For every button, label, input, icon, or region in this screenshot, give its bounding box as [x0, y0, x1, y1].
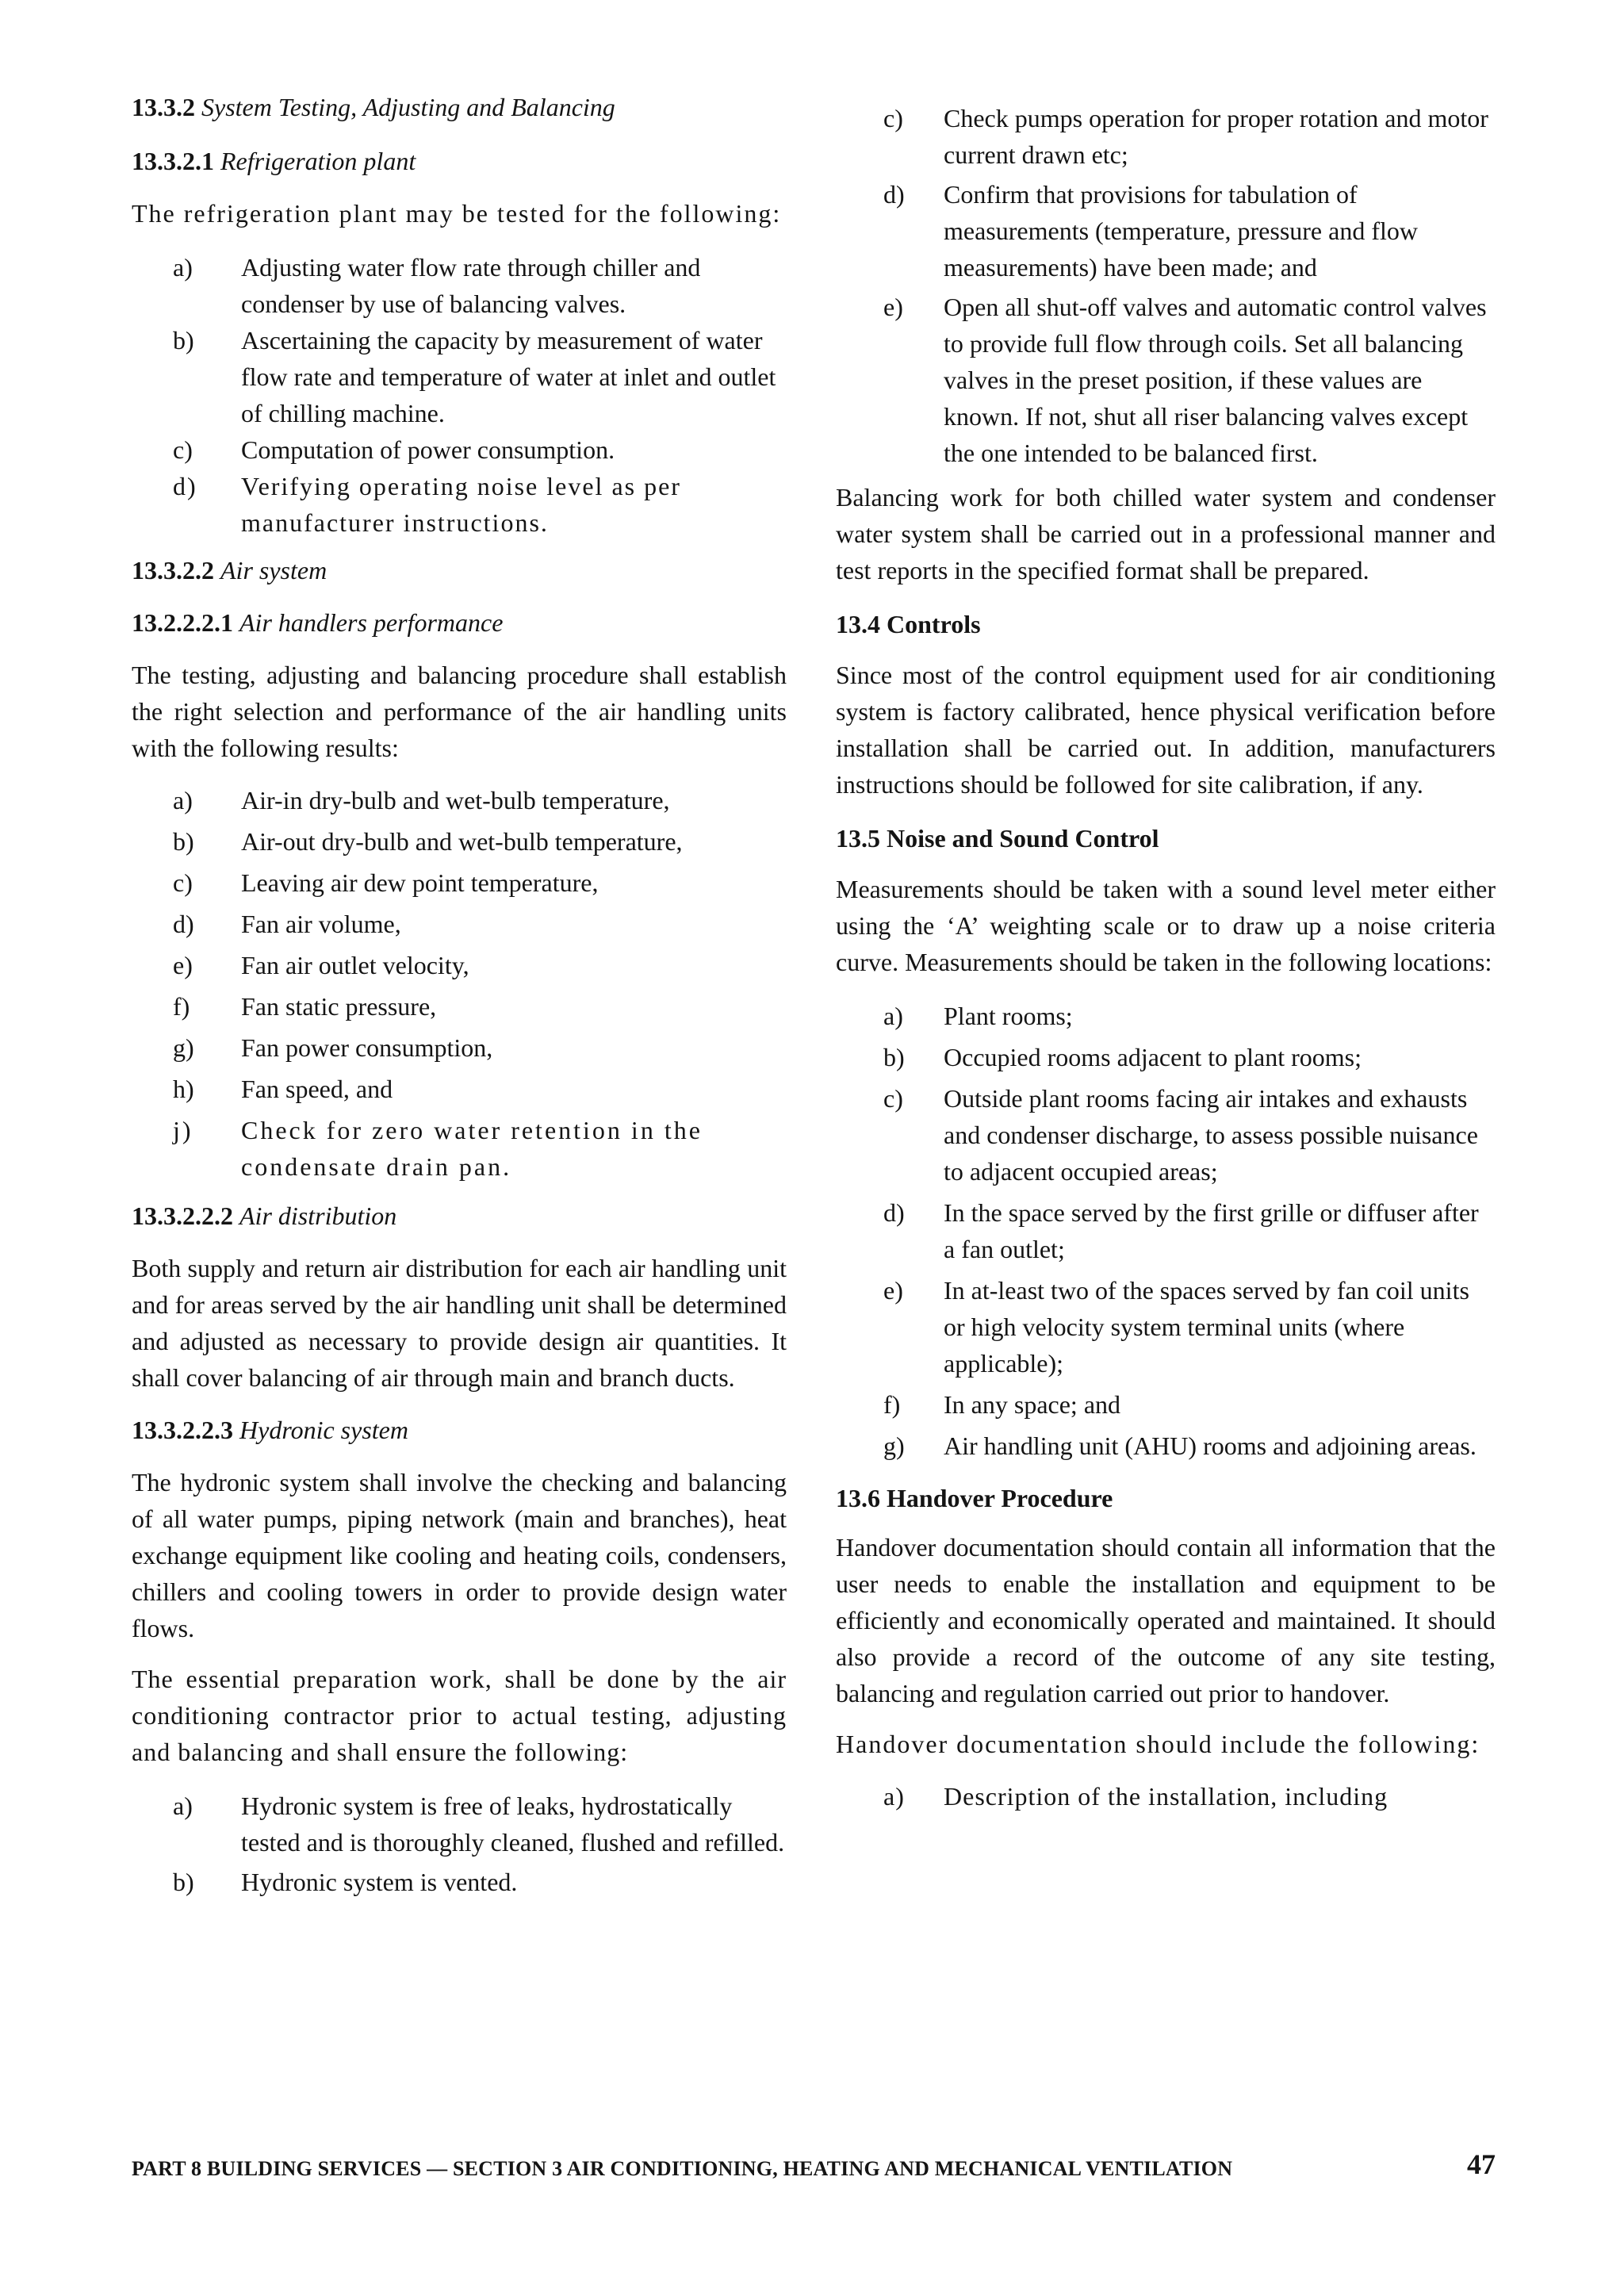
list-text: Fan speed, and — [241, 1075, 393, 1103]
heading-title: Handover Procedure — [887, 1484, 1113, 1512]
list-marker: b) — [883, 1043, 905, 1071]
heading-title: Air handlers performance — [239, 608, 504, 637]
list-text: Check for zero water retention in the condensate drain pan. — [241, 1116, 703, 1181]
list-item — [132, 322, 787, 431]
list-text: Air handling unit (AHU) rooms and adjoining areas. — [944, 1431, 1477, 1460]
list-marker: a) — [173, 786, 193, 814]
paragraph: Since most of the control equipment used for air conditioning system is factory calibrated, hence physical verification before installation shall be carried out. In addition, manufacturers instructions should be followed for site calibration, if any. — [836, 661, 1496, 799]
list-text: Plant rooms; — [944, 1002, 1073, 1030]
list-item — [132, 1864, 787, 1900]
list-text: In any space; and — [944, 1390, 1121, 1419]
heading-title: Controls — [887, 610, 981, 638]
list-item — [132, 947, 787, 983]
list-item — [836, 176, 1496, 286]
list-hydronic-preparation-cont — [836, 100, 1496, 471]
list-text: Air-out dry-bulb and wet-bulb temperature, — [241, 827, 683, 856]
list-item — [836, 1428, 1496, 1464]
list-marker: g) — [883, 1431, 905, 1460]
heading-number: 13.3.2 — [132, 93, 195, 121]
list-item — [132, 864, 787, 901]
left-column — [132, 89, 787, 1900]
list-text: Check pumps operation for proper rotation and motor current drawn etc; — [944, 104, 1488, 169]
list-marker: a) — [173, 253, 193, 282]
list-item — [836, 1080, 1496, 1190]
list-measurement-locations — [836, 998, 1496, 1464]
list-marker: g) — [173, 1033, 194, 1062]
list-marker: d) — [173, 910, 194, 938]
list-marker: f) — [883, 1390, 901, 1419]
list-item — [132, 1029, 787, 1066]
paragraph: The testing, adjusting and balancing procedure shall establish the right selection and performance of the air handling units with the following results: — [132, 661, 787, 762]
list-hydronic-preparation — [132, 1788, 787, 1900]
heading-title: System Testing, Adjusting and Balancing — [201, 93, 615, 121]
list-text: Occupied rooms adjacent to plant rooms; — [944, 1043, 1362, 1071]
list-marker: e) — [883, 1276, 903, 1305]
heading-title: Air system — [220, 556, 327, 584]
section-heading — [836, 1480, 1496, 1516]
list-text: Computation of power consumption. — [241, 435, 615, 464]
list-item — [836, 289, 1496, 471]
list-item — [836, 100, 1496, 173]
list-text: Fan static pressure, — [241, 992, 437, 1021]
list-item — [132, 988, 787, 1025]
list-item — [132, 1071, 787, 1107]
list-text: Adjusting water flow rate through chiller and condenser by use of balancing valves. — [241, 253, 701, 318]
list-marker: a) — [173, 1792, 193, 1820]
list-text: Verifying operating noise level as per manufacturer instructions. — [241, 472, 681, 537]
list-marker: c) — [173, 435, 193, 464]
list-item — [132, 1112, 787, 1185]
list-marker: d) — [883, 180, 905, 209]
list-marker: c) — [883, 1084, 903, 1113]
heading-number: 13.4 — [836, 610, 880, 638]
list-text: Fan air volume, — [241, 910, 401, 938]
list-text: In the space served by the first grille or diffuser after a fan outlet; — [944, 1198, 1479, 1263]
paragraph: Handover documentation should include the following: — [836, 1730, 1480, 1758]
page-number: 47 — [1467, 2148, 1496, 2180]
heading-title: Refrigeration plant — [220, 147, 416, 175]
list-item — [132, 249, 787, 322]
list-marker: b) — [173, 1868, 194, 1896]
list-item — [836, 1039, 1496, 1075]
list-marker: b) — [173, 827, 194, 856]
list-marker: d) — [883, 1198, 905, 1227]
list-marker: d) — [173, 472, 197, 500]
list-marker: h) — [173, 1075, 194, 1103]
paragraph: The essential preparation work, shall be done by the air conditioning contractor prior to actual testing, adjusting and balancing and shall ensure the following: — [132, 1665, 787, 1766]
list-marker: a) — [883, 1002, 903, 1030]
list-text: Hydronic system is vented. — [241, 1868, 518, 1896]
section-heading — [132, 604, 787, 641]
heading-number: 13.3.2.1 — [132, 147, 214, 175]
list-refrigeration — [132, 249, 787, 541]
list-item — [836, 1778, 1496, 1815]
list-air-handler-results — [132, 782, 787, 1185]
list-text: Outside plant rooms facing air intakes and exhausts and condenser discharge, to assess possible nuisance to adjacent occupied areas; — [944, 1084, 1478, 1186]
heading-number: 13.3.2.2 — [132, 556, 214, 584]
list-item — [132, 431, 787, 468]
list-item — [132, 468, 787, 541]
list-item — [132, 906, 787, 942]
heading-title: Air distribution — [239, 1201, 397, 1230]
paragraph: Measurements should be taken with a sound level meter either using the ‘A’ weighting scale or to draw up a noise criteria curve. Measurements should be taken in the following locations: — [836, 875, 1496, 976]
list-item — [836, 998, 1496, 1034]
list-handover-contents — [836, 1778, 1496, 1815]
heading-number: 13.2.2.2.1 — [132, 608, 233, 637]
heading-title: Noise and Sound Control — [887, 824, 1159, 853]
list-text: Fan air outlet velocity, — [241, 951, 469, 979]
section-heading — [132, 143, 787, 179]
list-text: Fan power consumption, — [241, 1033, 493, 1062]
paragraph: Both supply and return air distribution for each air handling unit and for areas served by the air handling unit shall be determined and adjusted as necessary to provide design air quantities. It shall cover balancing of air through main and branch ducts. — [132, 1254, 787, 1392]
list-item — [132, 823, 787, 860]
list-text: Open all shut-off valves and automatic control valves to provide full flow through coils. Set all balancing valves in the preset position, if these values are known. If not, shut all riser balancing valves except the one intended to be balanced first. — [944, 293, 1487, 467]
list-marker: a) — [883, 1782, 905, 1811]
list-marker: f) — [173, 992, 190, 1021]
list-item — [836, 1272, 1496, 1382]
list-item — [836, 1194, 1496, 1267]
section-heading — [836, 606, 1496, 642]
section-heading — [132, 1198, 787, 1234]
list-text: Air-in dry-bulb and wet-bulb temperature, — [241, 786, 670, 814]
list-marker: c) — [173, 868, 193, 897]
list-item — [836, 1386, 1496, 1423]
running-head: PART 8 BUILDING SERVICES — SECTION 3 AIR CONDITIONING, HEATING AND MECHANICAL VENTILATION — [132, 2157, 1233, 2180]
section-heading — [132, 1412, 787, 1448]
paragraph: Handover documentation should contain all information that the user needs to enable the installation and equipment to be efficiently and economically operated and maintained. It should also provide a record of the outcome of any site testing, balancing and regulation carried out prior to handover. — [836, 1533, 1496, 1707]
paragraph: The hydronic system shall involve the checking and balancing of all water pumps, piping network (main and branches), heat exchange equipment like cooling and heating coils, condensers, chillers and cooling towers in order to provide design water flows. — [132, 1468, 787, 1642]
right-column — [836, 100, 1496, 1815]
section-heading — [132, 552, 787, 588]
list-item — [132, 782, 787, 818]
list-marker: b) — [173, 326, 194, 354]
list-item — [132, 1788, 787, 1861]
paragraph: Balancing work for both chilled water system and condenser water system shall be carried out in a professional manner and test reports in the specified format shall be prepared. — [836, 483, 1496, 584]
paragraph: The refrigeration plant may be tested for the following: — [132, 199, 782, 228]
list-marker: e) — [173, 951, 193, 979]
list-text: Description of the installation, including — [944, 1782, 1388, 1811]
list-text: In at-least two of the spaces served by fan coil units or high velocity system terminal units (where applicable); — [944, 1276, 1469, 1378]
list-text: Hydronic system is free of leaks, hydrostatically tested and is thoroughly cleaned, flushed and refilled. — [241, 1792, 785, 1857]
heading-number: 13.3.2.2.2 — [132, 1201, 233, 1230]
heading-title: Hydronic system — [239, 1416, 408, 1444]
section-heading — [132, 89, 787, 125]
list-marker: j) — [173, 1116, 193, 1144]
list-text: Confirm that provisions for tabulation of measurements (temperature, pressure and flow measurements) have been made; and — [944, 180, 1418, 282]
list-text: Ascertaining the capacity by measurement of water flow rate and temperature of water at inlet and outlet of chilling machine. — [241, 326, 776, 427]
section-heading — [836, 820, 1496, 856]
list-text: Leaving air dew point temperature, — [241, 868, 599, 897]
list-marker: e) — [883, 293, 903, 321]
heading-number: 13.3.2.2.3 — [132, 1416, 233, 1444]
list-marker: c) — [883, 104, 903, 132]
heading-number: 13.6 — [836, 1484, 880, 1512]
heading-number: 13.5 — [836, 824, 880, 853]
